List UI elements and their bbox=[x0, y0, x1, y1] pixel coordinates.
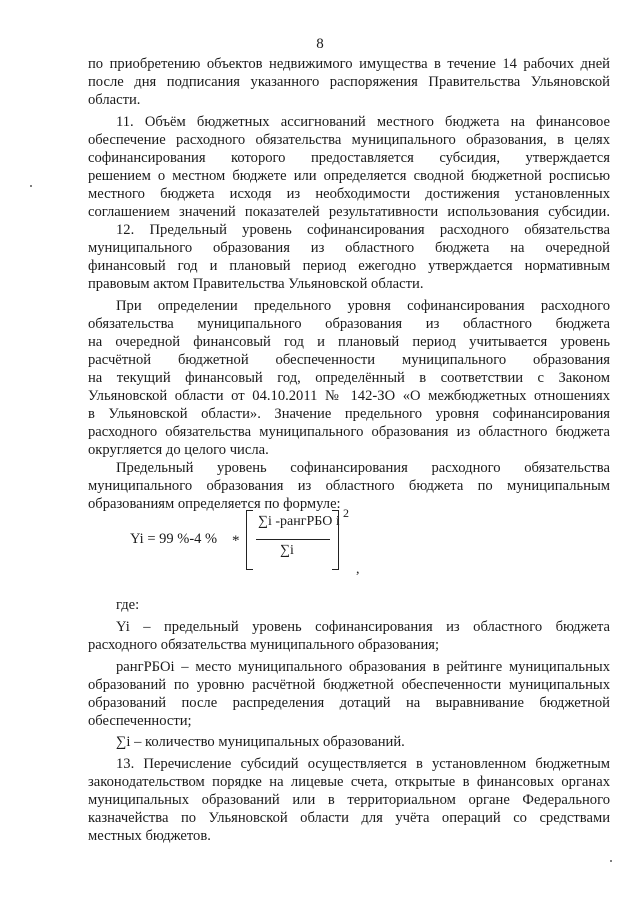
body-text-line: по приобретению объектов недвижимого имущества в течение 14 рабочих дней bbox=[88, 56, 610, 72]
body-text-line: муниципального образования из областного бюджета по муниципальным bbox=[88, 478, 610, 494]
body-text-line: Ульяновской области от 04.10.2011 № 142-ЗО «О межбюджетных отношениях bbox=[88, 388, 610, 404]
formula-numerator: ∑i -рангРБО i bbox=[258, 514, 340, 529]
definition-text-line: законодательством порядке на лицевые счета, открытые в финансовых органах bbox=[88, 774, 610, 790]
fraction-bar bbox=[256, 539, 330, 540]
definition-text-line: ∑i – количество муниципальных образований. bbox=[116, 734, 405, 750]
definition-text-line: расходного обязательства муниципального образования; bbox=[88, 637, 440, 653]
definition-text-line: образований после распределения дотаций на выравнивание бюджетной bbox=[88, 695, 610, 711]
bracket-left bbox=[246, 510, 253, 570]
body-text-line: расчётной бюджетной обеспеченности муниципального образования bbox=[88, 352, 610, 368]
body-text-line: на очередной финансовый год и плановый период учитывается уровень bbox=[88, 334, 610, 350]
body-text-line: правовым актом Правительства Ульяновской области. bbox=[88, 276, 424, 292]
definition-text-line: Yi – предельный уровень софинансирования из областного бюджета bbox=[116, 619, 610, 635]
body-text-line: в Ульяновской области». Значение предельного уровня софинансирования bbox=[88, 406, 610, 422]
body-text-line: 12. Предельный уровень софинансирования расходного обязательства bbox=[116, 222, 610, 238]
scan-speck bbox=[610, 860, 612, 862]
body-text-line: софинансирования которого предоставляется субсидия, утверждается bbox=[88, 150, 610, 166]
definition-text-line: рангРБОi – место муниципального образования в рейтинге муниципальных bbox=[116, 659, 610, 675]
body-text-line: расходного обязательства муниципального образования из областного бюджета bbox=[88, 424, 610, 440]
definition-text-line: муниципальных образований или в территориальном органе Федерального bbox=[88, 792, 610, 808]
definition-text-line: 13. Перечисление субсидий осуществляется в установленном бюджетным bbox=[116, 756, 610, 772]
definition-text-line: обеспеченности; bbox=[88, 713, 192, 729]
definition-text-line: казначейства по Ульяновской области для учёта операций со средствами bbox=[88, 810, 610, 826]
body-text-line: При определении предельного уровня софинансирования расходного bbox=[116, 298, 610, 314]
formula-multiply: * bbox=[232, 533, 240, 549]
formula-exponent: 2 bbox=[343, 506, 349, 520]
body-text-line: области. bbox=[88, 92, 141, 108]
body-text-line: обеспечение расходного обязательства муниципального образования, в целях bbox=[88, 132, 610, 148]
body-text-line: муниципального образования из областного бюджета на очередной bbox=[88, 240, 610, 256]
where-label: где: bbox=[116, 597, 140, 613]
bracket-right bbox=[332, 510, 339, 570]
body-text-line: решением о местном бюджете или определяется сводной бюджетной росписью bbox=[88, 168, 610, 184]
body-text-line: образованиям определяется по формуле: bbox=[88, 496, 341, 512]
body-text-line: на текущий финансовый год, определённый в соответствии с Законом bbox=[88, 370, 610, 386]
scan-speck bbox=[30, 185, 32, 187]
definition-text-line: местных бюджетов. bbox=[88, 828, 211, 844]
definition-text-line: образований по уровню расчётной бюджетной обеспеченности муниципальных bbox=[88, 677, 610, 693]
body-text-line: округляется до целого числа. bbox=[88, 442, 269, 458]
body-text-line: местного бюджета исходя из необходимости достижения установленных bbox=[88, 186, 610, 202]
body-text-line: финансовый год и плановый период ежегодно утверждается нормативным bbox=[88, 258, 610, 274]
formula-comma: , bbox=[356, 562, 360, 577]
body-text-line: соглашением значений показателей результативности использования субсидии. bbox=[88, 204, 610, 220]
body-text-line: после дня подписания указанного распоряжения Правительства Ульяновской bbox=[88, 74, 610, 90]
body-text-line: Предельный уровень софинансирования расходного обязательства bbox=[116, 460, 610, 476]
page-number: 8 bbox=[316, 36, 324, 52]
formula-left: Yi = 99 %-4 % bbox=[130, 531, 218, 547]
body-text-line: 11. Объём бюджетных ассигнований местного бюджета на финансовое bbox=[116, 114, 610, 130]
body-text-line: обязательства муниципального образования из областного бюджета bbox=[88, 316, 610, 332]
formula-denominator: ∑i bbox=[280, 543, 294, 558]
